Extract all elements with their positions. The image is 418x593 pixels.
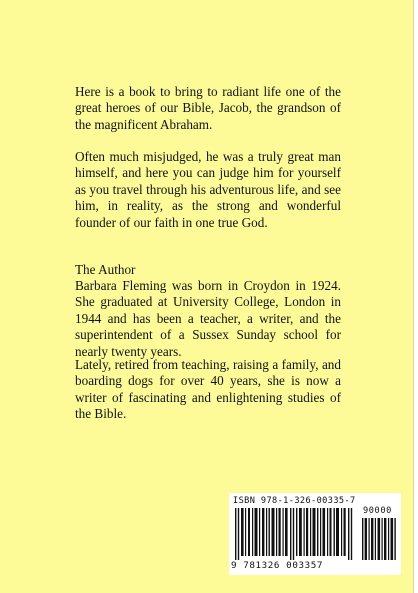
blurb-paragraph-2: Often much misjudged, he was a truly great man himself, and here you can judge him for yourself as you travel through his adventurous life, and see him, in reality, as the strong and wonderful founder of our faith in one true God. (75, 149, 341, 230)
author-bio-2: Lately, retired from teaching, raising a family, and boarding dogs for over 40 years, she is now a writer of fascinating and enlightening studies of the Bible. (75, 357, 341, 422)
author-heading: The Author (75, 262, 136, 277)
price-addon-bars (362, 518, 396, 560)
price-addon-label: 90000 (363, 506, 392, 516)
barcode-digits: 9 781326 003357 (231, 560, 323, 571)
ean13-bars (235, 508, 353, 560)
author-bio: Barbara Fleming was born in Croydon in 1924. She graduated at University College, London in 1944 and has been a teacher, a writer, and the superintendent of a Sussex Sunday school for nearly twenty years. (75, 278, 341, 359)
isbn-barcode (229, 493, 401, 575)
blurb-paragraph-1: Here is a book to bring to radiant life one of the great heroes of our Bible, Jacob, the grandson of the magnificent Abraham. (75, 84, 341, 132)
isbn-label: ISBN 978-1-326-00335-7 (233, 496, 356, 506)
